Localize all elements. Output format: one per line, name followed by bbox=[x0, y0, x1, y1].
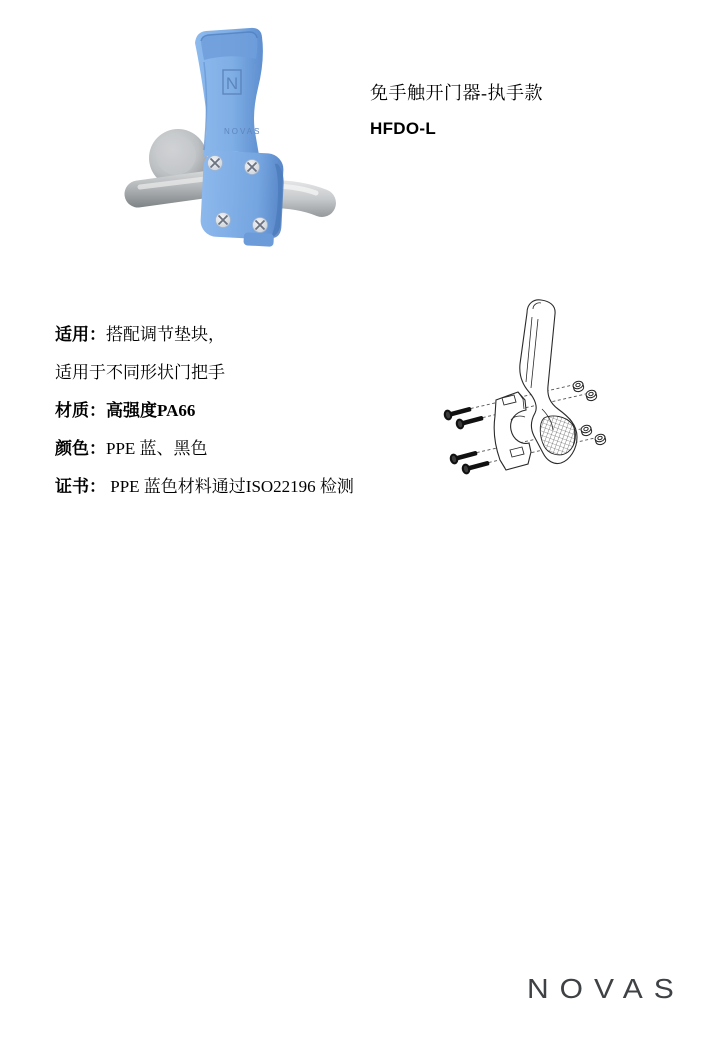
screw-icon bbox=[253, 218, 268, 233]
hex-nut-icon bbox=[594, 433, 606, 445]
embossed-novas-text: NOVAS bbox=[224, 127, 262, 136]
spec-value: PPE 蓝色材料通过ISO22196 检测 bbox=[106, 477, 354, 496]
lever-part bbox=[520, 300, 577, 464]
screw-bolt-icon bbox=[461, 458, 491, 476]
spec-value: PPE 蓝、黑色 bbox=[106, 439, 208, 458]
product-photo bbox=[100, 10, 340, 250]
product-photo-art bbox=[100, 10, 340, 250]
spec-line-certificate bbox=[55, 468, 385, 506]
spec-label: 适用： bbox=[55, 325, 106, 344]
spec-label: 颜色： bbox=[55, 439, 106, 458]
screw-bolt-icon bbox=[449, 448, 479, 466]
title-block bbox=[370, 82, 690, 139]
exploded-diagram bbox=[430, 288, 635, 513]
screw-icon bbox=[245, 160, 260, 175]
handle-rose-inner bbox=[156, 135, 196, 175]
brand-logo: NOVAS bbox=[527, 974, 685, 1005]
spec-line-usage-cont bbox=[55, 354, 385, 392]
hex-nut-icon bbox=[580, 424, 592, 436]
product-model: HFDO-L bbox=[370, 119, 437, 138]
clamp-part bbox=[494, 392, 531, 470]
spec-value: 搭配调节垫块， bbox=[106, 325, 225, 344]
spec-line-material bbox=[55, 392, 385, 430]
embossed-n-mark: N bbox=[225, 74, 239, 93]
hex-nut-icon bbox=[585, 389, 597, 401]
spec-line-color bbox=[55, 430, 385, 468]
screw-icon bbox=[216, 213, 231, 228]
product-title: 免手触开门器-执手款 bbox=[370, 83, 543, 103]
spec-label: 证书： bbox=[55, 477, 106, 496]
exploded-diagram-art bbox=[430, 288, 635, 513]
spec-value: 适用于不同形状门把手 bbox=[55, 363, 225, 382]
lever-top-recess bbox=[201, 32, 257, 60]
screw-icon bbox=[208, 156, 223, 171]
hex-nut-icon bbox=[572, 380, 584, 392]
screw-bolt-icon bbox=[443, 404, 473, 422]
spec-label: 材质： bbox=[55, 401, 106, 420]
screws bbox=[443, 404, 491, 476]
spec-list bbox=[55, 316, 385, 506]
spec-value: 高强度PA66 bbox=[106, 401, 196, 420]
spec-line-usage bbox=[55, 316, 385, 354]
screw-bolt-icon bbox=[455, 413, 485, 431]
